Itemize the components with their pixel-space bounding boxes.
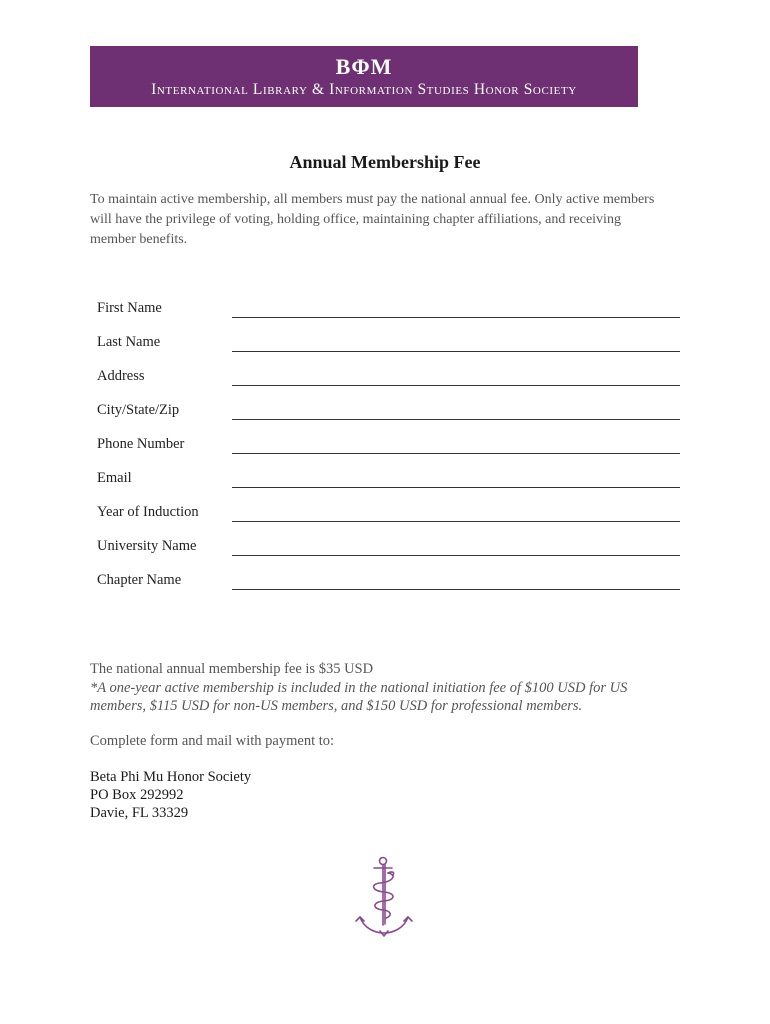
fee-statement: The national annual membership fee is $35 USD (90, 661, 374, 677)
phone-number-label: Phone Number (97, 436, 185, 452)
form-row-year-of-induction (97, 504, 680, 526)
fee-note: *A one-year active membership is included in the national initiation fee of $100 USD for US members, $115 USD for non-US members, and $150 USD for professional members. (90, 680, 628, 714)
form-row-email (97, 470, 680, 492)
banner-greek-letters: BΦM (335, 54, 393, 79)
university-name-label: University Name (97, 538, 197, 554)
anchor-serpent-emblem-icon (352, 855, 416, 937)
form-row-address (97, 368, 680, 390)
mailing-instruction: Complete form and mail with payment to: (90, 733, 335, 749)
form-row-last-name (97, 334, 680, 356)
first-name-field[interactable] (232, 317, 680, 318)
address-line-po-box: PO Box 292992 (90, 787, 184, 803)
header-banner (90, 46, 638, 107)
form-row-phone-number (97, 436, 680, 458)
address-line-city: Davie, FL 33329 (90, 805, 189, 821)
last-name-field[interactable] (232, 351, 680, 352)
address-field[interactable] (232, 385, 680, 386)
email-field[interactable] (232, 487, 680, 488)
email-label: Email (97, 470, 132, 486)
city-state-zip-field[interactable] (232, 419, 680, 420)
year-of-induction-label: Year of Induction (97, 504, 199, 520)
form-row-chapter-name (97, 572, 680, 594)
chapter-name-field[interactable] (232, 589, 680, 590)
university-name-field[interactable] (232, 555, 680, 556)
first-name-label: First Name (97, 300, 162, 316)
form-row-university-name (97, 538, 680, 560)
form-row-city-state-zip (97, 402, 680, 424)
intro-paragraph: To maintain active membership, all members must pay the national annual fee. Only active members will have the privilege of voting, holding office, maintaining chapter affiliations, and receiving member benefits. (90, 192, 655, 247)
chapter-name-label: Chapter Name (97, 572, 182, 588)
year-of-induction-field[interactable] (232, 521, 680, 522)
last-name-label: Last Name (97, 334, 161, 350)
mailing-address (90, 768, 251, 822)
city-state-zip-label: City/State/Zip (97, 402, 180, 418)
banner-organization-name: International Library & Information Studies Honor Society (151, 81, 577, 98)
address-label: Address (97, 368, 145, 384)
address-line-organization: Beta Phi Mu Honor Society (90, 769, 252, 785)
form-row-first-name (97, 300, 680, 322)
phone-number-field[interactable] (232, 453, 680, 454)
page-title: Annual Membership Fee (289, 152, 481, 172)
